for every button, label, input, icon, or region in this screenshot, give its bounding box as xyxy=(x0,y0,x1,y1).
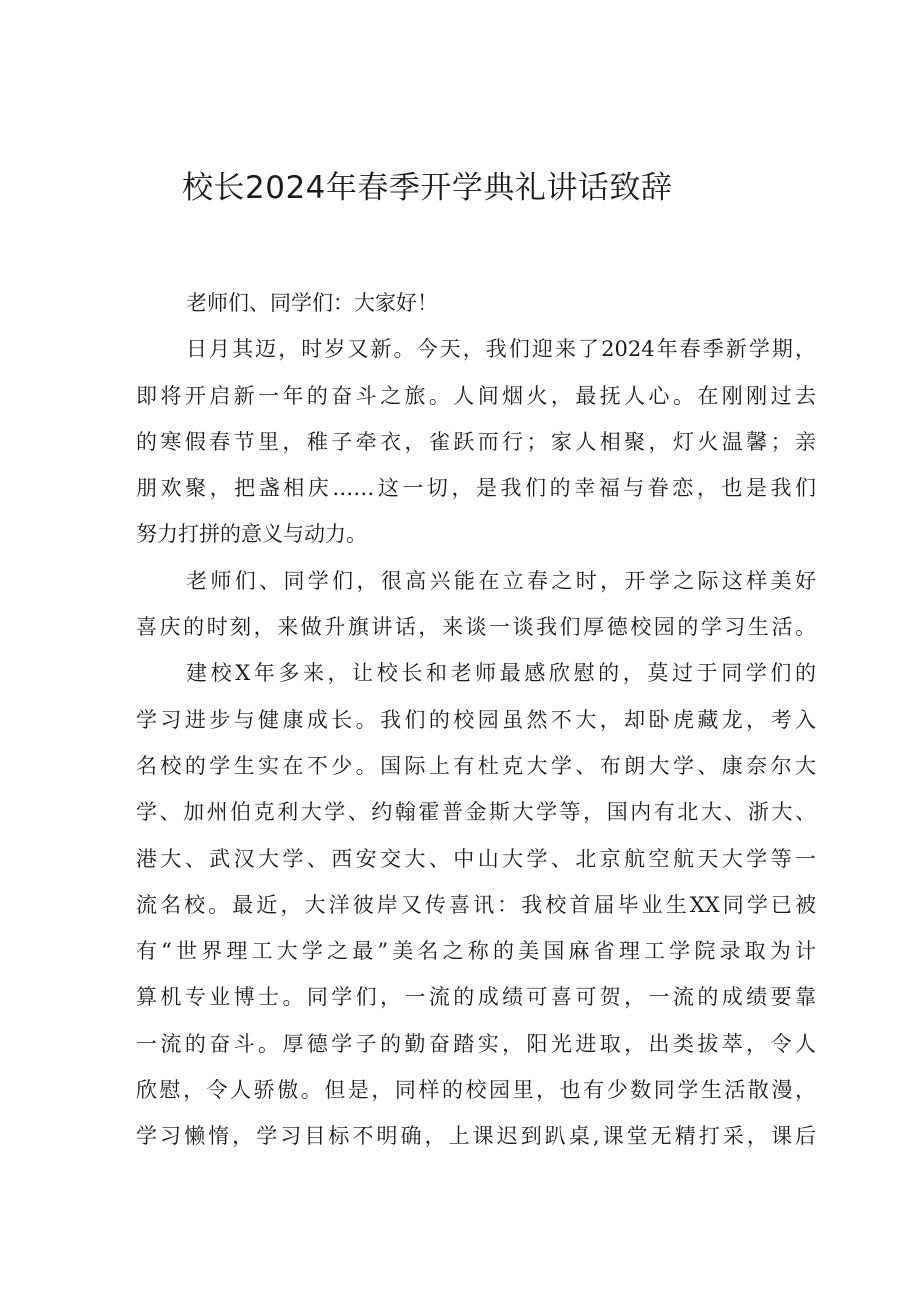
body-line: 建校X年多来，让校长和老师最感欣慰的，莫过于同学们的 xyxy=(186,661,816,686)
body-line: 老师们、同学们，很高兴能在立春之时，开学之际这样美好 xyxy=(186,568,816,593)
document-title: 校长2024年春季开学典礼讲话致辞 xyxy=(182,170,673,206)
body-line: 学习懒惰，学习目标不明确，上课迟到趴桌,课堂无精打采，课后 xyxy=(136,1124,816,1149)
body-line: 学、加州伯克利大学、约翰霍普金斯大学等，国内有北大、浙大、 xyxy=(136,800,816,825)
document-body xyxy=(136,280,816,1160)
body-line: 老师们、同学们：大家好！ xyxy=(186,291,438,315)
body-line: 即将开启新一年的奋斗之旅。人间烟火，最抚人心。在刚刚过去 xyxy=(136,383,816,408)
body-line: 流名校。最近，大洋彼岸又传喜讯：我校首届毕业生XX同学已被 xyxy=(136,892,816,917)
body-line: 算机专业博士。同学们，一流的成绩可喜可贺，一流的成绩要靠 xyxy=(136,985,816,1010)
body-line: 学习进步与健康成长。我们的校园虽然不大，却卧虎藏龙，考入 xyxy=(136,707,816,732)
body-line: 一流的奋斗。厚德学子的勤奋踏实，阳光进取，出类拔萃，令人 xyxy=(136,1031,816,1056)
body-line: 朋欢聚，把盏相庆……这一切，是我们的幸福与眷恋，也是我们 xyxy=(136,476,816,501)
body-line: 港大、武汉大学、西安交大、中山大学、北京航空航天大学等一 xyxy=(136,846,816,871)
body-line: 名校的学生实在不少。国际上有杜克大学、布朗大学、康奈尔大 xyxy=(136,753,816,778)
body-line: 努力打拼的意义与动力。 xyxy=(136,522,367,547)
body-line: 欣慰，令人骄傲。但是，同样的校园里，也有少数同学生活散漫， xyxy=(136,1078,816,1103)
body-line: 有“世界理工大学之最”美名之称的美国麻省理工学院录取为计 xyxy=(136,939,816,964)
body-line: 喜庆的时刻，来做升旗讲话，来谈一谈我们厚德校园的学习生活。 xyxy=(136,615,816,640)
body-line: 日月其迈，时岁又新。今天，我们迎来了2024年春季新学期， xyxy=(186,337,816,362)
body-line: 的寒假春节里，稚子牵衣，雀跃而行；家人相聚，灯火温馨；亲 xyxy=(136,429,816,454)
